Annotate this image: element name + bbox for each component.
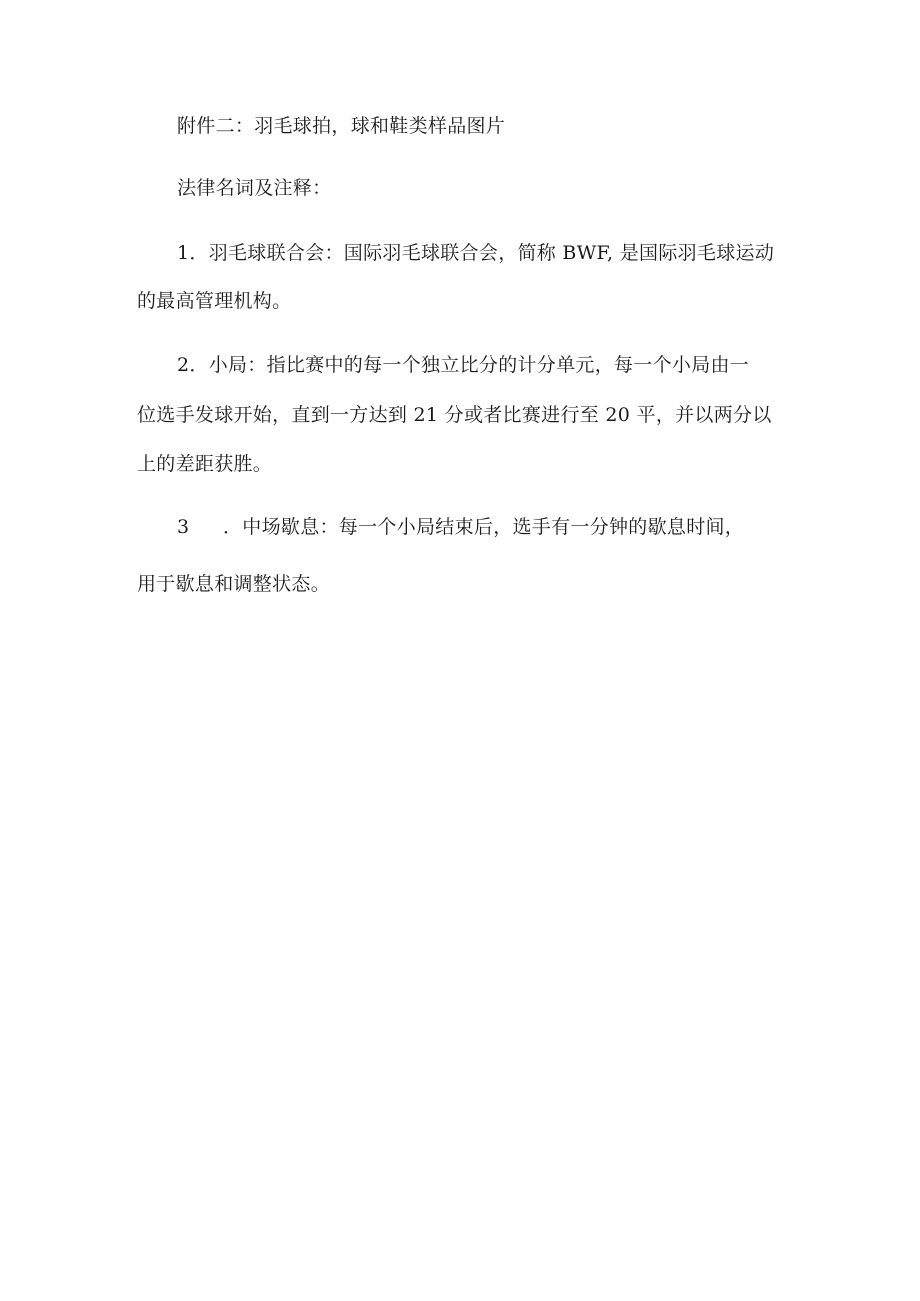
glossary-item-1-line-2: 的最高管理机构。 xyxy=(137,290,292,312)
item-text: ．中场歇息：每一个小局结束后，选手有一分钟的歇息时间， xyxy=(223,516,745,538)
item-number: 3 xyxy=(177,516,190,538)
glossary-item-2-line-2: 位选手发球开始，直到一方达到 21 分或者比赛进行至 20 平，并以两分以 xyxy=(137,404,772,426)
glossary-item-3-line-1 xyxy=(177,515,827,539)
item-number: 1 xyxy=(177,242,190,264)
item-number: 2 xyxy=(177,354,190,376)
glossary-item-3-line-2: 用于歇息和调整状态。 xyxy=(137,573,331,595)
glossary-item-2-line-3: 上的差距获胜。 xyxy=(137,453,273,475)
attachment-line: 附件二：羽毛球拍，球和鞋类样品图片 xyxy=(177,115,506,137)
glossary-heading: 法律名词及注释： xyxy=(177,177,332,199)
item-text: ．羽毛球联合会：国际羽毛球联合会，简称 BWF, 是国际羽毛球运动 xyxy=(189,242,775,264)
item-text: ．小局：指比赛中的每一个独立比分的计分单元，每一个小局由一 xyxy=(189,354,750,376)
glossary-item-2-line-1 xyxy=(177,353,827,377)
glossary-item-1-line-1 xyxy=(177,241,827,265)
